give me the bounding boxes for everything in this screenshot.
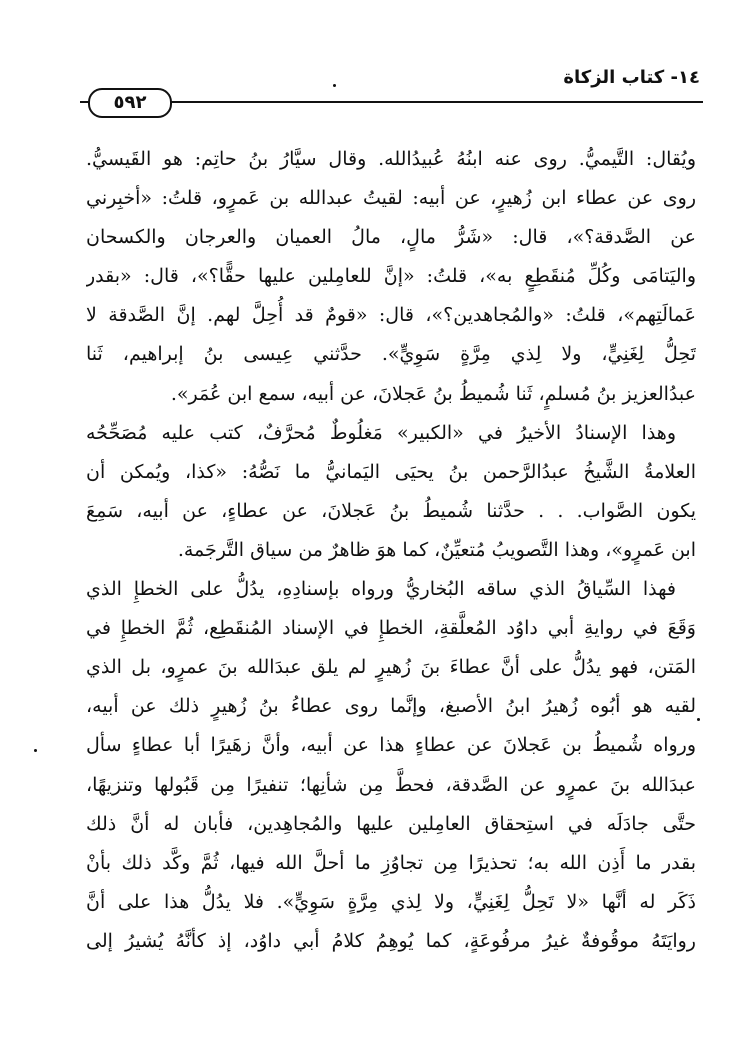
paragraph-3 — [86, 570, 696, 961]
paragraph-2 — [86, 414, 696, 570]
text-line: ويُقال: التَّيميُّ. روى عنه ابنُهُ عُبيدُالله. وقال سيَّارُ بنُ حاتِم: هو القَيسيُّ. — [86, 148, 696, 170]
header-rule — [80, 101, 703, 103]
text-line: عن الصَّدقة؟»، قال: «شَرُّ مالٍ، مالُ العميان والعرجان والكسحان — [86, 226, 696, 249]
page-header — [80, 66, 700, 92]
text-line: ورواه شُميطُ بن عَجلانَ عن عطاءٍ هذا عن أبيه، وأنَّ زهَيرًا أبا عطاءٍ سأل — [86, 734, 696, 757]
text-line: روايَتَهُ موقُوفةٌ غيرُ مرفُوعَةٍ، كما يُوهِمُ كلامُ أبي داوُد، إذ كأنَّهُ يُشيرُ إلى — [86, 929, 696, 952]
margin-dot — [34, 749, 37, 752]
text-line: يكون الصَّواب. . . حدَّثنا شُميطُ بنُ عَجلانَ، عن عطاءٍ، عن أبيه، سَمِعَ — [86, 499, 696, 522]
text-line: بقدر ما أَذِن الله به؛ تحذيرًا مِن تجاوُزِ ما أحلَّ الله فيها، ثُمَّ وكَّد ذلك بأنْ — [86, 851, 696, 874]
text-line: عبدَالله بنَ عمرٍو عن الصَّدقة، فحطَّ مِن شأنِها؛ تنفيرًا مِن قَبُولها وتنزيهًا، — [86, 773, 696, 796]
text-line: ابن عَمرٍو»، وهذا التَّصويبُ مُتعيِّنٌ، كما هوَ ظاهرٌ من سياق التَّرجَمة. — [177, 538, 696, 561]
text-line: واليَتامَى وكُلِّ مُنقَطِعٍ به»، قلتُ: «إنَّ للعامِلين عليها حقًّا؟»، قال: «بقدر — [86, 265, 696, 288]
text-line: لقيه هو أبُوه زُهيرُ ابنُ الأصبغ، وإنَّما روى عطاءُ بنُ زُهيرٍ ذلك عن أبيه، — [86, 695, 696, 718]
text-line: حتَّى جادَلَه في استِحقاق العامِلين عليها والمُجاهِدين، فأبان له أنَّ ذلك — [86, 812, 696, 835]
text-line: فهذا السِّياقُ الذي ساقه البُخاريُّ ورواه بإسنادِهِ، يدُلُّ على الخطإِ الذي — [86, 578, 676, 601]
text-line: العلامةُ الشَّيخُ عبدُالرَّحمن بنُ يحيَى اليَمانيُّ ما نَصُّهُ: «كذا، ويُمكن أن — [86, 460, 696, 483]
text-line: عَمالَتِهم»، قلتُ: «والمُجاهدين؟»، قال: «قومٌ قد أُحِلَّ لهم. إنَّ الصَّدقة لا — [86, 304, 696, 327]
text-line: تَحِلُّ لِغَنِيٍّ، ولا لِذي مِرَّةٍ سَوِيٍّ». حدَّثني عِيسى بنُ إبراهيم، ثَنا — [86, 343, 696, 366]
text-line: وَقَعَ في روايةِ أبي داوُد المُعلَّقةِ، الخطإِ في الإسناد المُنقَطِع، ثُمَّ الخطإِ في — [86, 617, 696, 640]
running-title: ١٤- كتاب الزكاة — [563, 67, 700, 88]
text-line: وهذا الإسنادُ الأخيرُ في «الكبير» مَغلُوطٌ مُحرَّفٌ، كتب عليه مُصَحِّحُه — [86, 421, 676, 444]
margin-dot — [697, 718, 700, 721]
text-line: عبدُالعزيز بنُ مُسلمٍ، ثَنا شُميطُ بنُ عَجلانَ، عن أبيه، سمع ابن عُمَر». — [170, 382, 696, 405]
text-line: روى عن عطاء ابن زُهيرٍ، عن أبيه: لقيتُ عبدالله بن عَمرٍو، قلتُ: «أخبِرني — [86, 187, 696, 210]
text-line: ذَكَر له أنَّها «لا تَحِلُّ لِغَنِيٍّ، ولا لِذي مِرَّةٍ سَوِيٍّ». فلا يدُلُّ هذا على أنَّ — [86, 890, 696, 913]
page-number: ٥٩٢ — [88, 88, 172, 118]
text-line: المَتن، فهو يدُلُّ على أنَّ عطاءَ بنَ زُهيرٍ لم يلق عبدَالله بنَ عمرٍو، بل الذي — [86, 656, 696, 679]
paragraph-1 — [86, 140, 696, 414]
body-text — [86, 140, 696, 961]
header-dot — [333, 84, 336, 87]
